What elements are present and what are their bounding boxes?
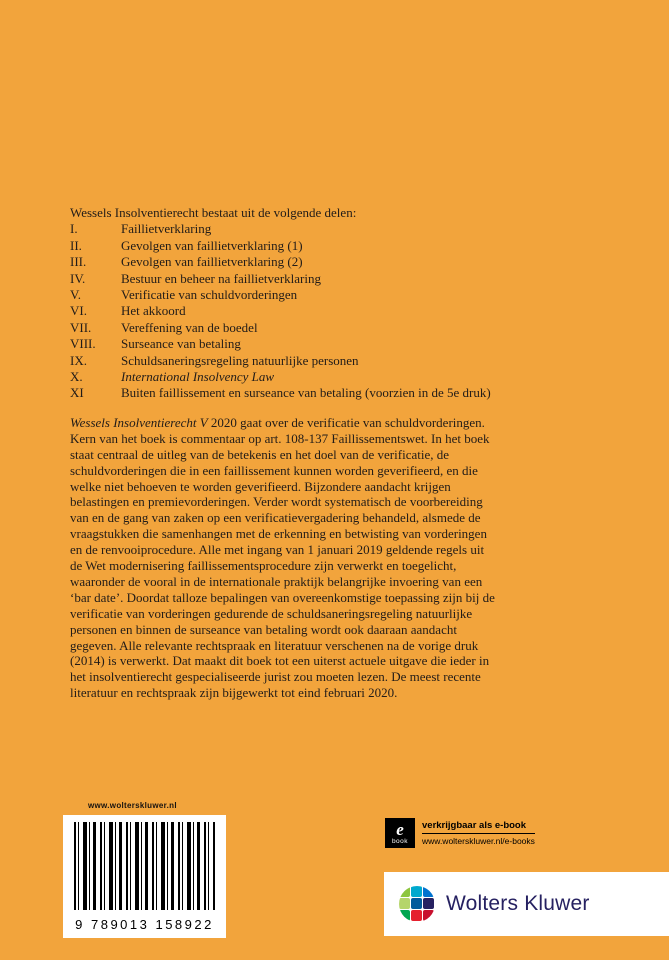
series-title: Faillietverklaring [121,221,212,237]
series-title: Gevolgen van faillietverklaring (2) [121,254,303,270]
barcode [63,815,226,938]
description-paragraph [70,415,498,701]
series-numeral: VIII. [70,336,96,352]
publisher-website: www.wolterskluwer.nl [88,801,177,810]
series-item [70,320,498,336]
series-numeral: IV. [70,270,86,286]
series-numeral: I. [70,221,78,237]
series-numeral: VII. [70,319,92,335]
series-numeral: IX. [70,352,87,368]
series-item [70,336,498,352]
series-title: Vereffening van de boedel [121,319,258,335]
ebook-icon [385,818,415,848]
series-title: Het akkoord [121,303,186,319]
series-numeral: VI. [70,303,87,319]
book-title-italic: Wessels Insolventierecht V [70,414,208,430]
cover-text-block [70,205,498,701]
ebook-availability-text [422,820,535,846]
series-item [70,271,498,287]
ebook-icon-book: book [391,837,409,845]
series-item [70,353,498,369]
series-title: Schuldsaneringsregeling natuurlijke personen [121,352,359,368]
description-text: 2020 gaat over de verificatie van schuldvorderingen. Kern van het boek is commentaar op art. 108-137 Faillissementswet. In het boek staat centraal de uitleg van de betekenis en het doel van de verificatie, de schuldvorderingen die in een faillissement kunnen worden geverifieerd, en die welke niet behoeven te worden geverifieerd. Bijzondere aandacht krijgen belastingen en premievorderingen. Verder wordt systematisch de voorbereiding van en de gang van zaken op een verificatievergadering behandeld, alsmede de vraagstukken die samenhangen met de erkenning en betwisting van vorderingen en de renvooiprocedure. Alle met ingang van 1 januari 2019 geldende regels uit de Wet modernisering faillissementsprocedure zijn verwerkt en toegelicht, waaronder de vooral in de internationale praktijk belangrijke invoering van een ‘bar date’. Doordat talloze bepalingen van overeenkomstige toepassing zijn bij de verificatie van vorderingen gedurende de schuldsaneringsregeling natuurlijke personen en binnen de surseance van betaling wordt ook daaraan aandacht gegeven. Alle relevante rechtspraak en literatuur verschenen na de vorige druk (2014) is verwerkt. Dat maakt dit boek tot een uiterst actuele uitgave die ieder in het insolventierecht gespecialiseerde jurist zou moeten lezen. De meest recente literatuur en rechtspraak zijn bijgewerkt tot eind februari 2020. [70,414,495,701]
series-item [70,287,498,303]
ebook-badge [385,818,535,848]
series-title: Surseance van betaling [121,336,241,352]
ebook-available-label: verkrijgbaar als e-book [422,820,535,834]
series-item [70,221,498,237]
series-numeral: V. [70,287,81,303]
series-title: Gevolgen van faillietverklaring (1) [121,237,303,253]
ebook-url: www.wolterskluwer.nl/e-books [422,836,535,846]
series-title: Buiten faillissement en surseance van betaling (voorzien in de 5e druk) [121,385,491,401]
ebook-icon-e: e [396,819,404,839]
series-title: Verificatie van schuldvorderingen [121,287,298,303]
barcode-bars-icon [74,822,215,910]
series-numeral: III. [70,254,87,270]
series-list [70,221,498,401]
wolters-kluwer-logo [384,872,669,936]
series-item [70,254,498,270]
series-title: International Insolvency Law [121,369,275,385]
series-item [70,385,498,401]
series-numeral: X. [70,369,83,385]
series-item [70,303,498,319]
series-item [70,238,498,254]
wolters-kluwer-wordmark: Wolters Kluwer [446,892,590,915]
series-numeral: XI [70,385,84,401]
barcode-number: 9 789013 158922 [75,917,214,932]
series-item [70,369,498,385]
series-numeral: II. [70,237,82,253]
series-title: Bestuur en beheer na faillietverklaring [121,270,321,286]
wolters-kluwer-icon [398,885,436,923]
series-intro: Wessels Insolventierecht bestaat uit de volgende delen: [70,205,357,220]
